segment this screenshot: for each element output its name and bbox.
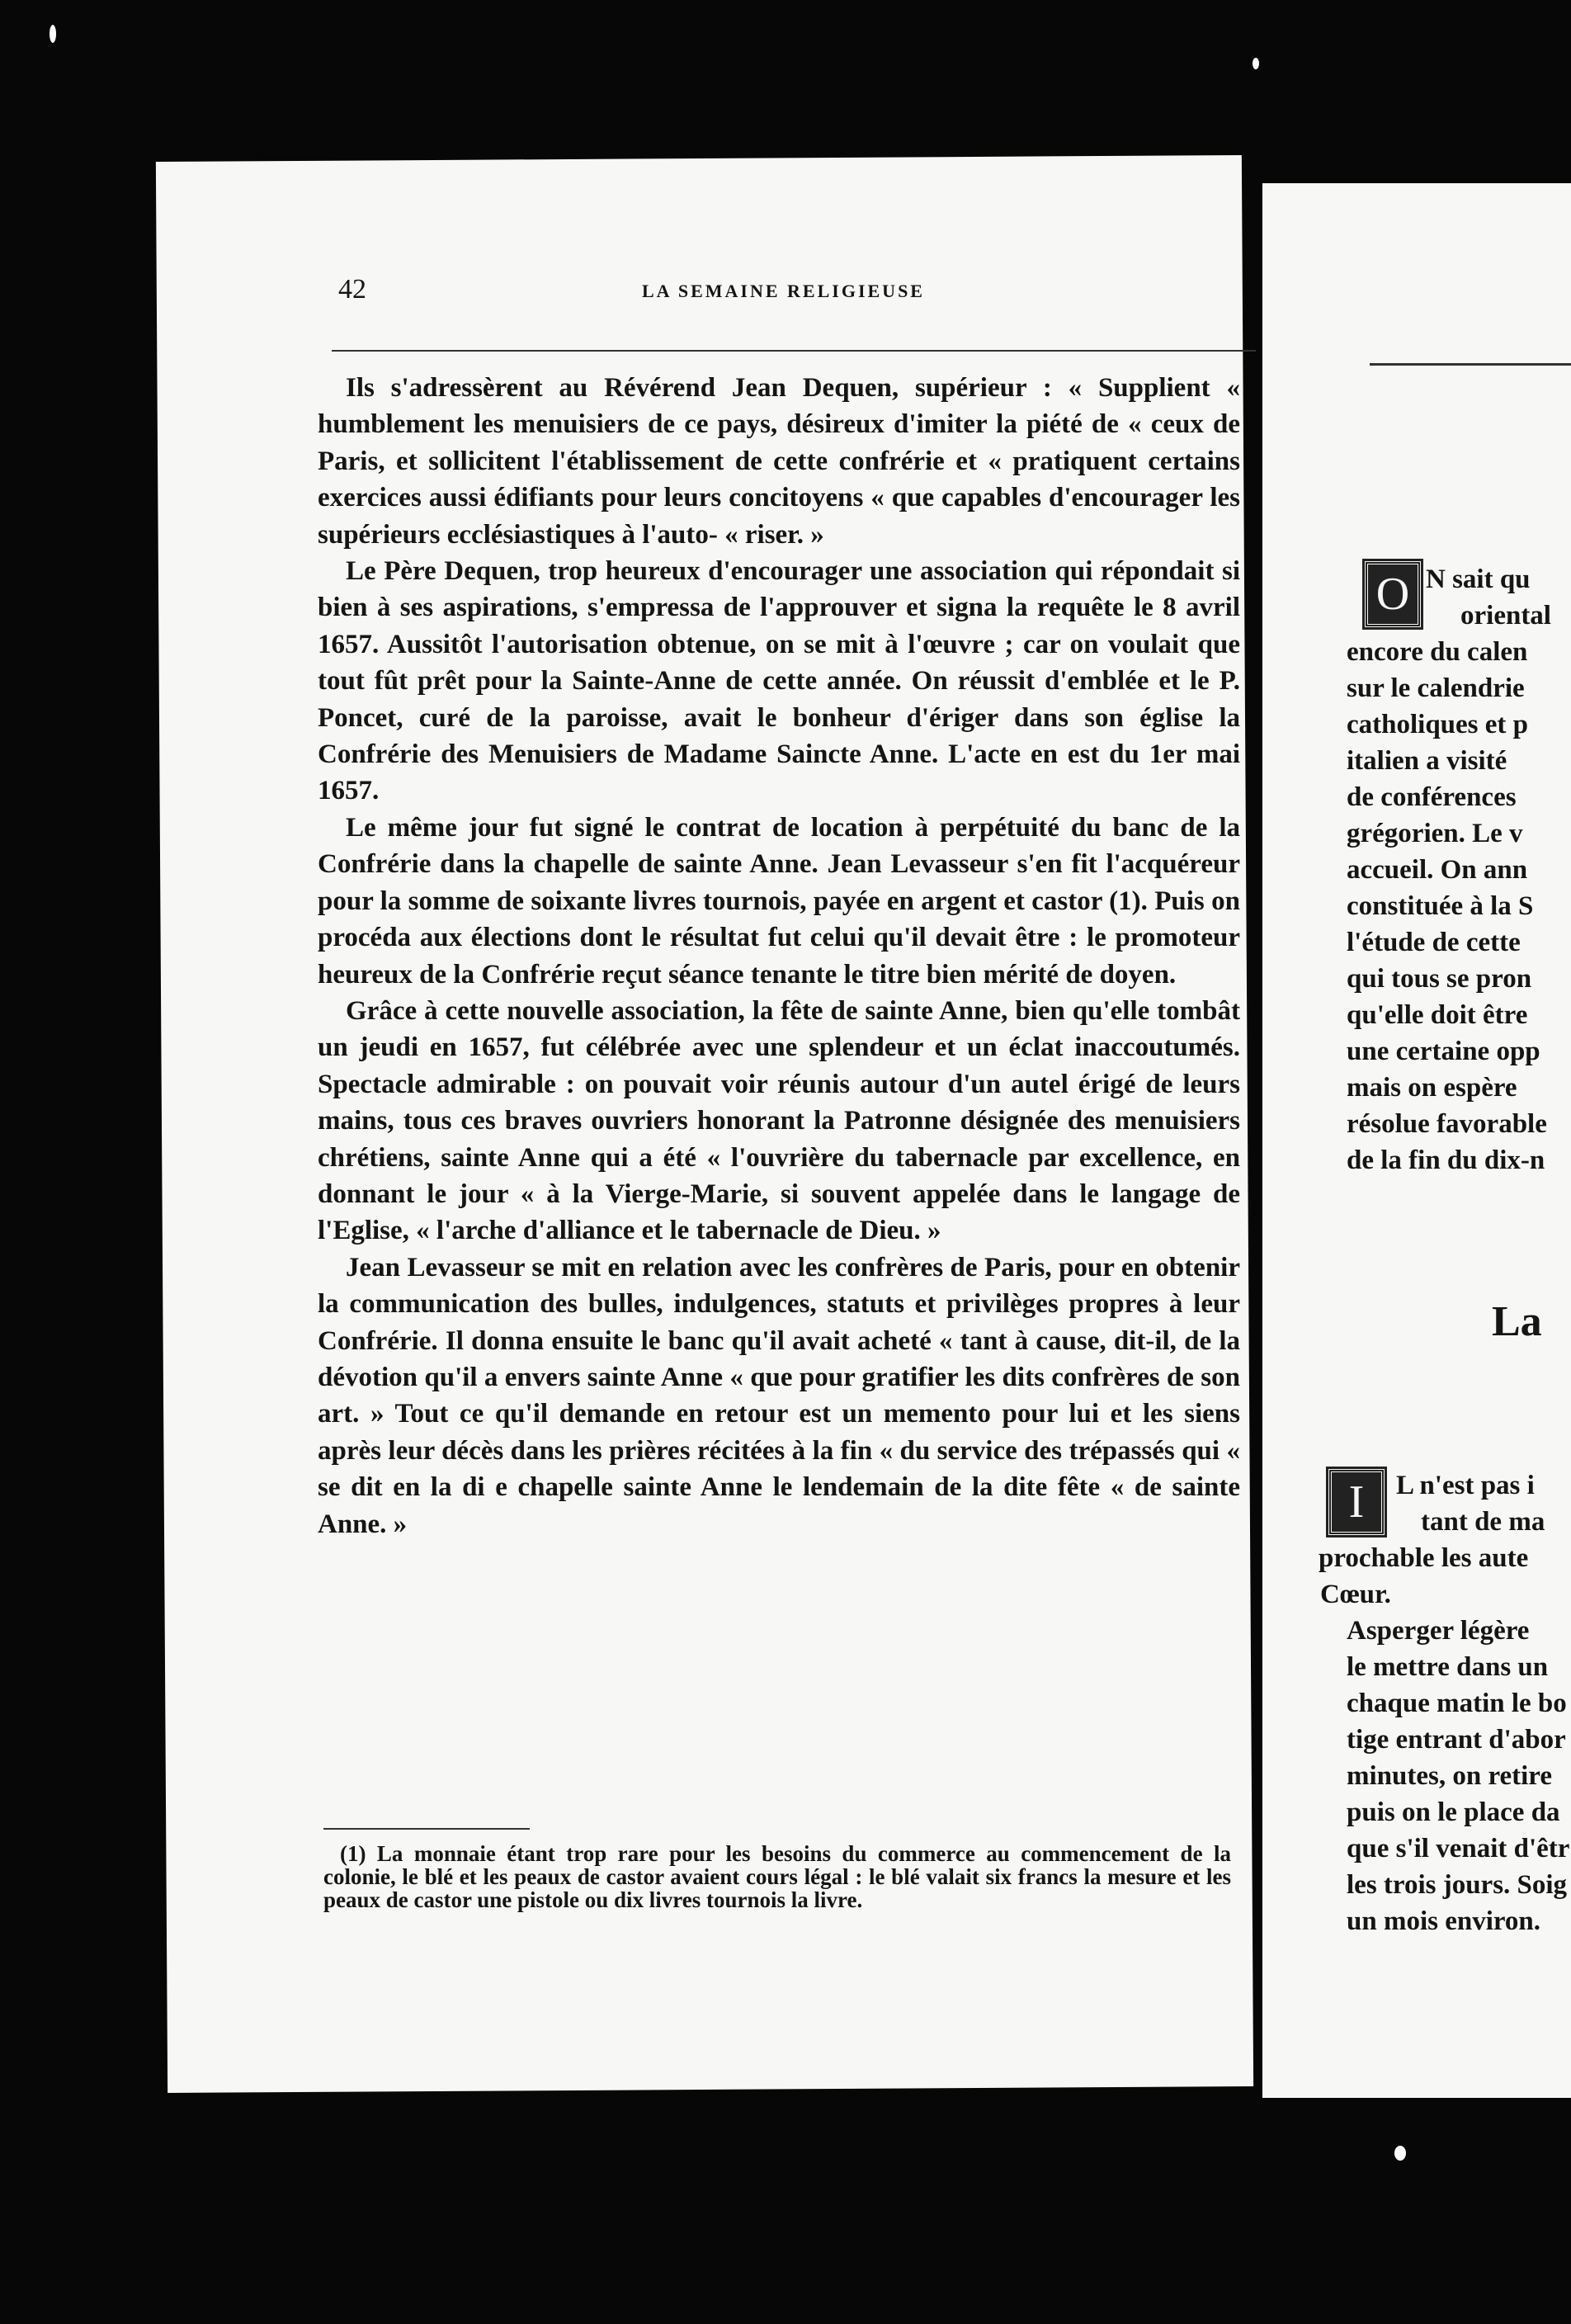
right-header-rule bbox=[1370, 363, 1571, 366]
drop-cap-o: O bbox=[1365, 561, 1421, 627]
right-column-line: oriental bbox=[1460, 601, 1551, 631]
paragraph: Le Père Dequen, trop heureux d'encourager une association qui répondait si bien à ses aspirations, s'empressa de l'approuver et signa la requête le 8 avril 1657. Aussitôt l'autorisation obtenue, on se mit à l'œuvre ; car on voulait que tout fût prêt pour la Sainte-Anne de cette année. On réussit d'emblée et le P. Poncet, curé de la paroisse, avait le bonheur d'ériger dans son église la Confrérie des Menuisiers de Madame Saincte Anne. L'acte en est du 1er mai 1657. bbox=[318, 556, 1240, 806]
footnote bbox=[323, 1842, 1231, 1911]
right-column-line: de conférences bbox=[1347, 782, 1517, 812]
page-number: 42 bbox=[338, 274, 366, 305]
paragraph: Le même jour fut signé le contrat de location à perpétuité du banc de la Confrérie dans la chapelle de sainte Anne. Jean Levasseur s'en fit l'acquéreur pour la somme de soixante livres tournois, payée en argent et castor (1). Puis on procéda aux élections dont le résultat fut celui qu'il devait être : le promoteur heureux de la Confrérie reçut séance tenante le titre bien mérité de doyen. bbox=[318, 812, 1240, 990]
right-column-line: qui tous se pron bbox=[1347, 964, 1532, 994]
right-column-line: prochable les aute bbox=[1319, 1543, 1529, 1573]
footnote-text: (1) La monnaie étant trop rare pour les besoins du commerce au commencement de la colonie, le blé et les peaux de castor avaient cours légal : le blé valait six francs la mesure et les peaux de castor une pistole ou dix livres tournois la livre. bbox=[323, 1841, 1231, 1912]
right-column-line: l'étude de cette bbox=[1347, 928, 1521, 957]
right-column-line: Cœur. bbox=[1320, 1580, 1391, 1609]
right-column-line: encore du calen bbox=[1347, 637, 1528, 667]
main-text bbox=[318, 370, 1240, 1542]
right-column-line: mais on espère bbox=[1347, 1073, 1517, 1103]
right-column-line: un mois environ. bbox=[1347, 1906, 1541, 1936]
right-column-line: que s'il venait d'êtr bbox=[1347, 1834, 1570, 1863]
right-column-line: N sait qu bbox=[1426, 564, 1531, 594]
dust-speck bbox=[1253, 58, 1259, 69]
right-column-line: grégorien. Le v bbox=[1347, 819, 1523, 848]
right-column-line: chaque matin le bo bbox=[1347, 1689, 1567, 1718]
dust-speck bbox=[1394, 2146, 1406, 2161]
paragraph: Grâce à cette nouvelle association, la fête de sainte Anne, bien qu'elle tombât un jeudi en 1657, fut célébrée avec une splendeur et un éclat inaccoutumés. Spectacle admirable : on pouvait voir réunis autour d'un autel érigé de leurs mains, tous ces braves ouvriers honorant la Patronne désignée des menuisiers chrétiens, sainte Anne qui a été « l'ouvrière du tabernacle par excellence, en donnant le jour « à la Vierge-Marie, si souvent appelée dans le langage de l'Eglise, « l'arche d'alliance et le tabernacle de Dieu. » bbox=[318, 995, 1240, 1246]
paragraph: Jean Levasseur se mit en relation avec les confrères de Paris, pour en obtenir la communication des bulles, indulgences, statuts et privilèges propres à leur Confrérie. Il donna ensuite le banc qu'il avait acheté « tant à cause, dit-il, de la dévotion qu'il a envers sainte Anne « que pour gratifier les dits confrères de son art. » Tout ce qu'il demande en retour est un memento pour lui et les siens après leur décès dans les prières récitées à la fin « du service des trépassés qui « se dit en la di e chapelle sainte Anne le lendemain de la dite fête « de sainte Anne. » bbox=[318, 1252, 1240, 1539]
right-column-line: qu'elle doit être bbox=[1347, 1000, 1528, 1030]
right-column-line: minutes, on retire bbox=[1347, 1761, 1552, 1791]
right-column-line: puis on le place da bbox=[1347, 1797, 1560, 1827]
section-heading: La bbox=[1492, 1298, 1542, 1345]
right-column-line: tige entrant d'abor bbox=[1347, 1725, 1566, 1755]
right-column-line: de la fin du dix-n bbox=[1347, 1145, 1545, 1175]
right-column-line: le mettre dans un bbox=[1347, 1652, 1549, 1682]
right-column-line: Asperger légère bbox=[1347, 1616, 1530, 1646]
right-column-line: les trois jours. Soig bbox=[1347, 1870, 1568, 1900]
right-column-line: tant de ma bbox=[1421, 1507, 1545, 1537]
right-column-line: sur le calendrie bbox=[1347, 673, 1525, 703]
right-column-line: catholiques et p bbox=[1347, 710, 1529, 739]
right-column-line: accueil. On ann bbox=[1347, 855, 1528, 885]
dust-speck bbox=[50, 25, 56, 43]
paragraph: Ils s'adressèrent au Révérend Jean Dequen, supérieur : « Supplient « humblement les menuisiers de ce pays, désireux d'imiter la piété de « ceux de Paris, et sollicitent l'établissement de cette confrérie et « pratiquent certains exercices aussi édifiants pour leurs concitoyens « que capables d'encourager les supérieurs ecclésiastiques à l'auto- « riser. » bbox=[318, 373, 1240, 550]
header-rule bbox=[332, 350, 1256, 352]
running-title: LA SEMAINE RELIGIEUSE bbox=[642, 281, 925, 301]
right-column-line: italien a visité bbox=[1347, 746, 1507, 776]
drop-cap-i: I bbox=[1328, 1469, 1385, 1535]
right-column-line: résolue favorable bbox=[1347, 1109, 1547, 1139]
page-header bbox=[338, 274, 1205, 307]
right-column-line: une certaine opp bbox=[1347, 1037, 1540, 1066]
right-column-line: constituée à la S bbox=[1347, 891, 1534, 921]
right-column-line: L n'est pas i bbox=[1396, 1471, 1535, 1500]
footnote-rule bbox=[323, 1828, 530, 1830]
